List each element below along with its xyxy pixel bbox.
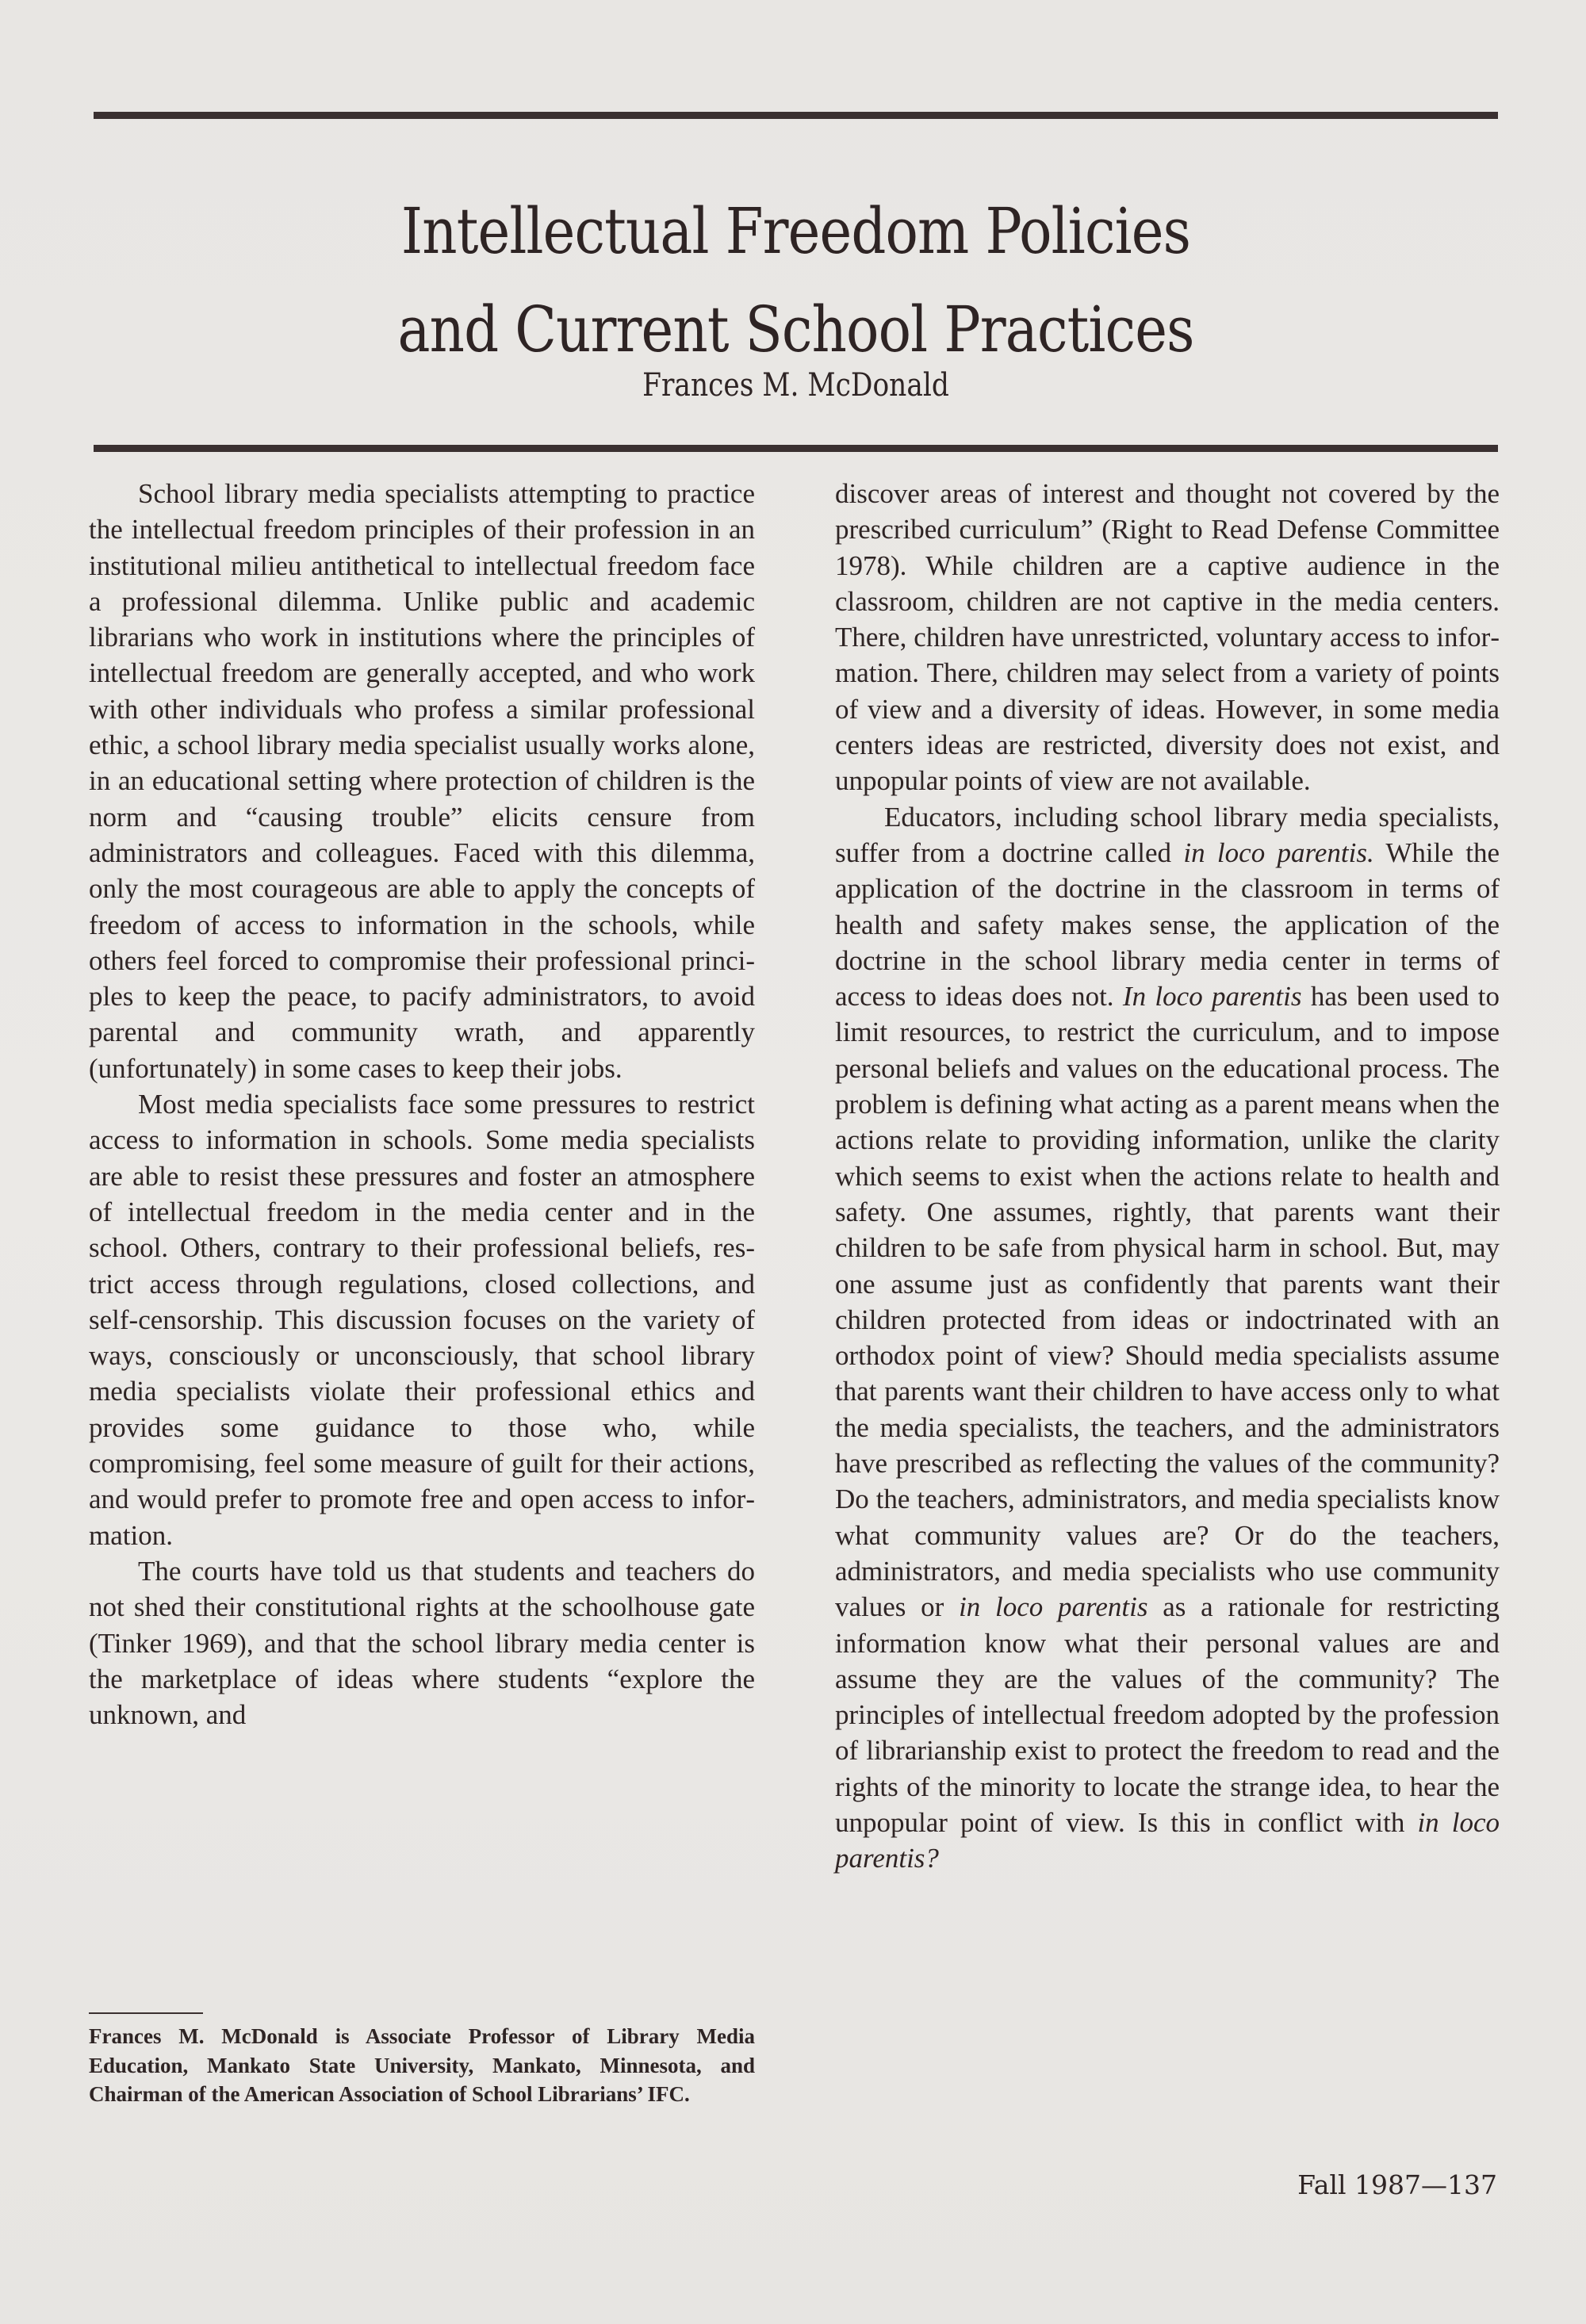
text-run: has been used to limit resources, to restrict the curriculum, and to impose personal beliefs and values on the educational process. The problem is defining what acting as a parent means when the actions relate to providing information, unlike the clarity which seems to exist when the actions relate to health and safety. One assumes, rightly, that parents want their children to be safe from physical harm in school. But, may one assume just as confidently that parents want their children protected from ideas or indoctrinated with an orthodox point of view? Should media specialists assume that parents want their children to have access only to what the media specialists, the teachers, and the administrators have prescribed as reflecting the values of the community? Do the teachers, administrators, and media specialists know what community values are? Or do the teachers, administrators, and media specialists who use community values or — [835, 981, 1500, 1623]
italic-term: In loco parentis — [1122, 981, 1302, 1013]
footnote-rule — [89, 2012, 203, 2014]
italic-term: in loco parentis. — [1183, 837, 1374, 868]
title-rule-bottom — [94, 445, 1498, 452]
paragraph-continued: discover areas of interest and thought not covered by the prescribed curriculum” (Right to Read Defense Committee 1978). While children are a captive audience in the classroom, children are not captive in the media centers. There, children have unrestricted, voluntary access to information. There, children may select from a variety of points of view and a diversity of ideas. However, in some media centers ideas are restricted, diversity does not exist, and unpopular points of view are not available. — [835, 478, 1500, 797]
paragraph — [835, 799, 1500, 1877]
text-run: While the application of the doctrine in the classroom in terms of health and safety makes sense, the application of the doctrine in the school library media center in terms of access to ideas does not. — [835, 837, 1500, 1013]
text-run: as a rationale for restricting information know what their personal values are and assume they are the values of the community? The principles of intellectual freedom adopted by the profession of librarianship exist to protect the freedom to read and the rights of the minority to locate the strange idea, to hear the unpopular point of view. Is this in conflict with — [835, 1591, 1500, 1838]
page-folio: Fall 1987—137 — [1297, 2169, 1497, 2200]
article-title-line-2: and Current School Practices — [397, 293, 1194, 366]
paragraph: Most media specialists face some pressures to restrict access to information in schools. Some media specialists are able to resist these pressures and foster an atmosphere of intellectual freedom in the media center and in the school. Others, contrary to their professional beliefs, restrict access through regulations, closed collections, and self-censorship. This discussion focuses on the variety of ways, consciously or unconsciously, that school library media specialists violate their professional ethics and provides some guidance to those who, while compromising, feel some measure of guilt for their actions, and would prefer to promote free and open access to information. — [89, 1089, 755, 1551]
body-column-left — [89, 476, 755, 1732]
italic-term: in loco parentis — [959, 1591, 1148, 1623]
title-rule-top — [94, 112, 1498, 119]
article-title — [192, 182, 1400, 379]
author-footnote: Frances M. McDonald is Associate Professor of Library Media Education, Mankato State University, Mankato, Minnesota, and Chairman of the American Association of School Librarians’ IFC. — [89, 2024, 755, 2106]
paragraph: The courts have told us that students and teachers do not shed their constitutional rights at the schoolhouse gate (Tinker 1969), and that the school library media center is the marketplace of ideas where students “explore the unknown, and — [89, 1555, 755, 1731]
text-run: Educators, including school library media specialists, suffer from a doctrine called — [835, 801, 1500, 868]
paragraph: School library media specialists attempting to practice the intellectual freedom principles of their profession in an institutional milieu antithetical to intellectual freedom face a professional dilemma. Unlike public and academic librarians who work in institutions where the principles of intellectual freedom are generally accepted, and who work with other individuals who profess a similar professional ethic, a school library media specialist usually works alone, in an educational setting where protection of children is the norm and “causing trouble” elicits censure from administrators and colleagues. Faced with this dilemma, only the most courageous are able to apply the concepts of freedom of access to information in the schools, while others feel forced to compromise their professional principles to keep the peace, to pacify administrators, to avoid parental and community wrath, and apparently (unfortunately) in some cases to keep their jobs. — [89, 478, 755, 1084]
article-author: Frances M. McDonald — [642, 367, 949, 404]
article-title-line-1: Intellectual Freedom Policies — [400, 194, 1191, 268]
body-column-right — [835, 476, 1500, 1877]
italic-term: in loco parentis? — [835, 1806, 1500, 1874]
